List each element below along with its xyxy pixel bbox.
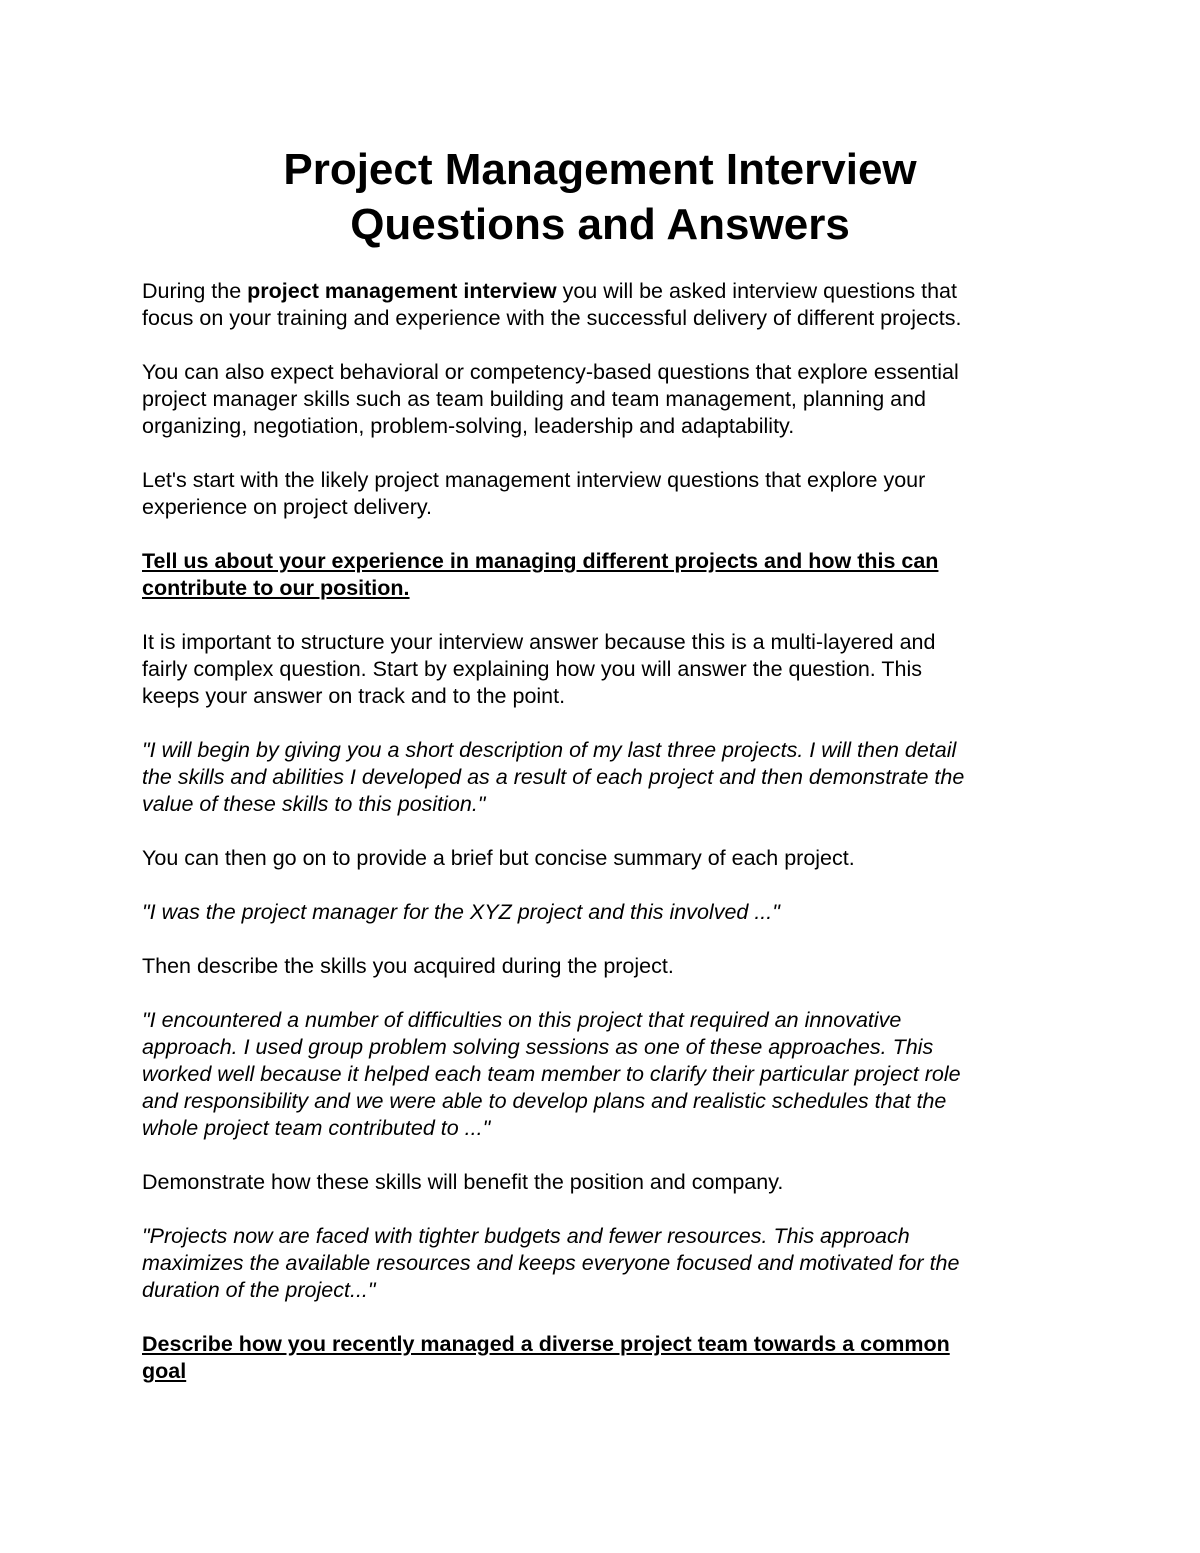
example-quote-3: "I encountered a number of difficulties on this project that required an innovative approach. I used group problem solving sessions as one of these approaches. This worked well because it helped each team member to clarify their particular project role and responsibility and we were able to develop plans and realistic schedules that the whole project team contributed to ..."	[142, 1008, 961, 1140]
intro-line-1: During the project management interview you will be asked interview questions that	[142, 279, 957, 303]
page-title	[0, 142, 1200, 252]
summary-paragraph: You can then go on to provide a brief but concise summary of each project.	[142, 846, 855, 870]
document-body	[142, 278, 1062, 1412]
skills-paragraph: Then describe the skills you acquired during the project.	[142, 954, 674, 978]
intro-bold-term: project management interview	[247, 279, 557, 303]
start-paragraph: Let's start with the likely project management interview questions that explore your experience on project delivery.	[142, 468, 926, 519]
structure-paragraph: It is important to structure your interview answer because this is a multi-layered and fairly complex question. Start by explaining how you will answer the question. This keeps your answer on track and to the point.	[142, 630, 936, 708]
question-heading-2: Describe how you recently managed a diverse project team towards a common goal	[142, 1332, 950, 1383]
example-quote-2: "I was the project manager for the XYZ project and this involved ..."	[142, 900, 780, 924]
title-line-2: Questions and Answers	[350, 200, 850, 249]
behavioral-paragraph: You can also expect behavioral or competency-based questions that explore essential project manager skills such as team building and team management, planning and organizing, negotiation, problem-solving, leadership and adaptability.	[142, 360, 959, 438]
title-line-1: Project Management Interview	[283, 145, 917, 194]
benefit-paragraph: Demonstrate how these skills will benefit the position and company.	[142, 1170, 784, 1194]
intro-line-2: focus on your training and experience with the successful delivery of different projects.	[142, 306, 962, 330]
example-quote-4: "Projects now are faced with tighter budgets and fewer resources. This approach maximizes the available resources and keeps everyone focused and motivated for the duration of the project..."	[142, 1224, 960, 1302]
intro-paragraph	[142, 278, 1062, 332]
question-heading-1: Tell us about your experience in managing different projects and how this can contribute to our position.	[142, 549, 939, 600]
example-quote-1: "I will begin by giving you a short description of my last three projects. I will then detail the skills and abilities I developed as a result of each project and then demonstrate the value of these skills to this position."	[142, 738, 965, 816]
